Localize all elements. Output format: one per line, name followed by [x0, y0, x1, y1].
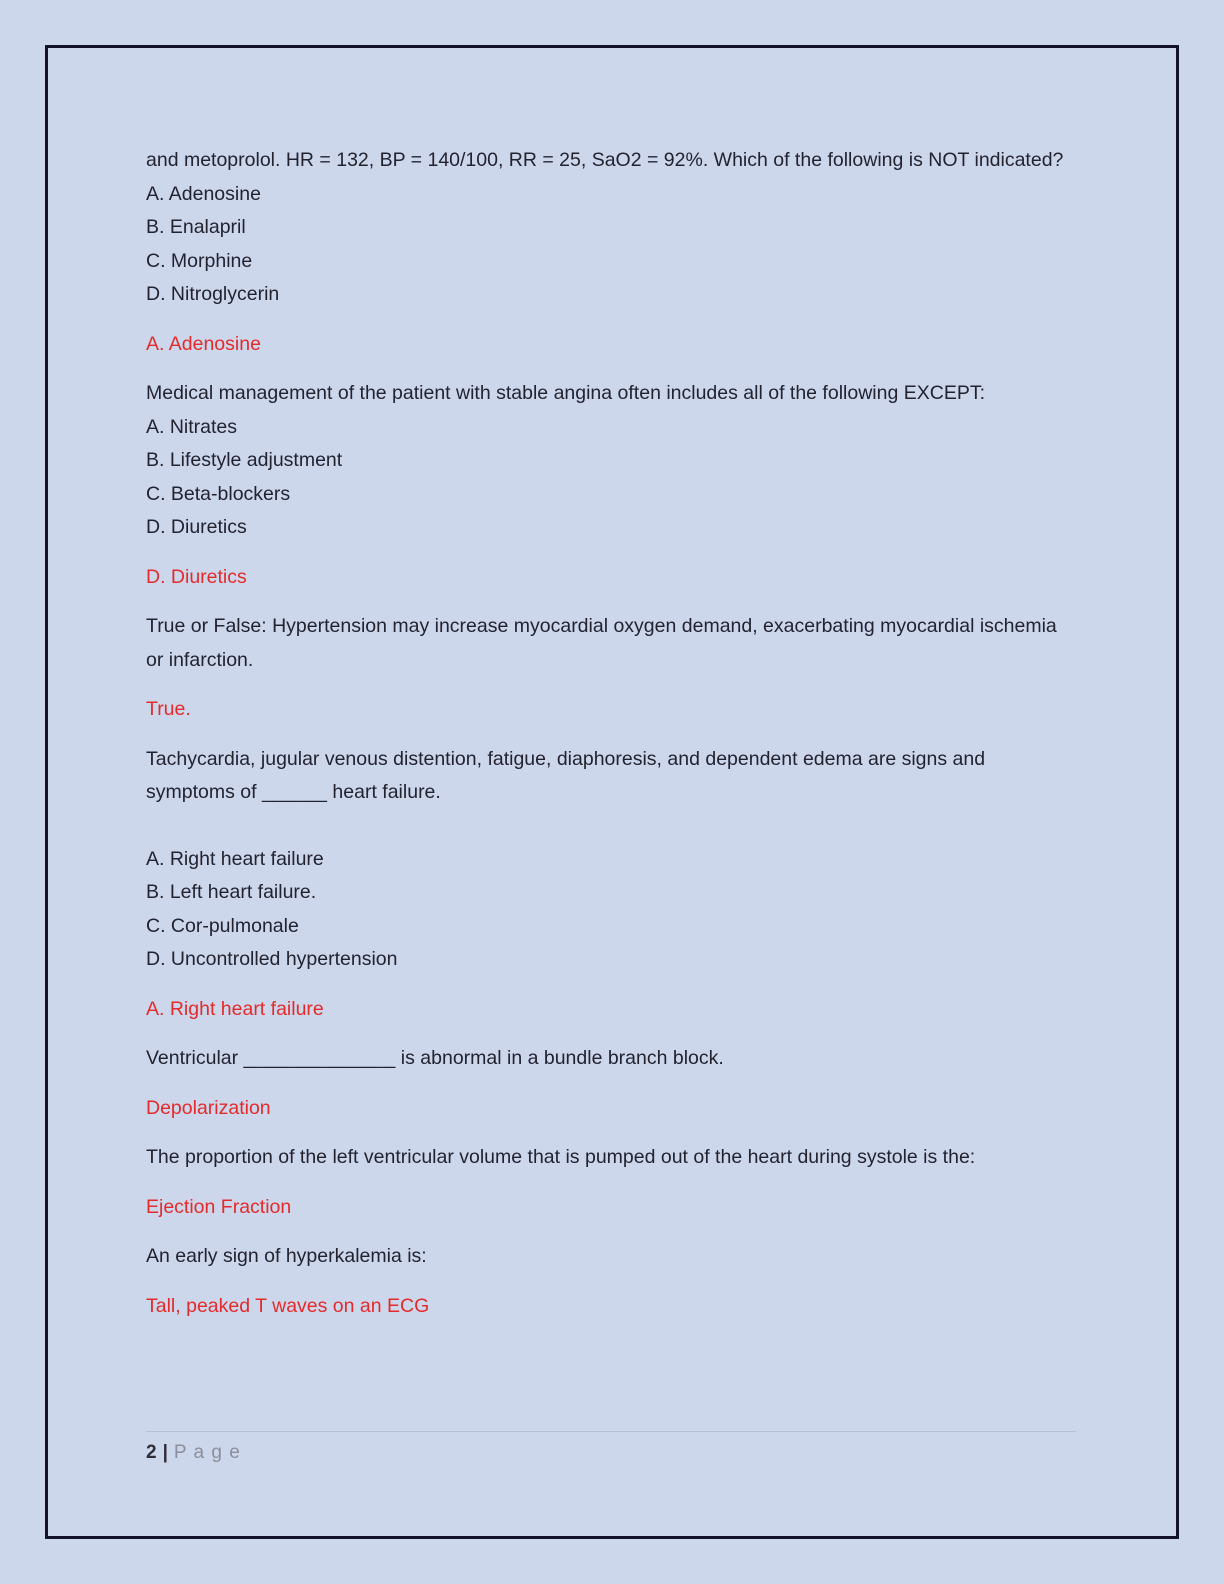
option: B. Left heart failure.	[146, 881, 317, 903]
qa-block-2	[146, 377, 1076, 594]
option: B. Enalapril	[146, 216, 246, 238]
footer-divider: |	[162, 1442, 168, 1463]
qa-block-3	[146, 610, 1076, 727]
document-content	[48, 48, 1176, 1339]
question-text: An early sign of hyperkalemia is:	[146, 1245, 427, 1267]
footer-label: P a g e	[173, 1442, 241, 1463]
question-text: Tachycardia, jugular venous distention, fatigue, diaphoresis, and dependent edema are signs and symptoms of ______ heart failure.	[146, 747, 986, 803]
answer-text: Ejection Fraction	[146, 1195, 292, 1218]
answer-text: A. Right heart failure	[146, 997, 324, 1020]
page-footer	[146, 1431, 1076, 1465]
question-text: and metoprolol. HR = 132, BP = 140/100, RR = 25, SaO2 = 92%. Which of the following is NOT indicated?	[146, 149, 1064, 171]
options-list	[146, 178, 1076, 312]
option: B. Lifestyle adjustment	[146, 449, 343, 471]
qa-block-5	[146, 1042, 1076, 1125]
answer-text: A. Adenosine	[146, 332, 261, 355]
qa-block-7	[146, 1240, 1076, 1323]
question-text: The proportion of the left ventricular volume that is pumped out of the heart during systole is the:	[146, 1146, 976, 1168]
answer-text: True.	[146, 698, 191, 720]
options-list	[146, 411, 1076, 545]
qa-block-6	[146, 1141, 1076, 1224]
page-number: 2	[146, 1442, 157, 1463]
qa-block-1	[146, 144, 1076, 361]
option: A. Adenosine	[146, 182, 261, 205]
blank-line	[146, 810, 1076, 843]
qa-block-4	[146, 743, 1076, 1027]
option: C. Beta-blockers	[146, 482, 291, 505]
option: D. Uncontrolled hypertension	[146, 948, 398, 970]
answer-text: Depolarization	[146, 1096, 271, 1119]
page-frame	[45, 45, 1179, 1539]
answer-text: D. Diuretics	[146, 565, 247, 588]
option: A. Nitrates	[146, 415, 238, 438]
option: A. Right heart failure	[146, 847, 324, 870]
question-text: True or False: Hypertension may increase myocardial oxygen demand, exacerbating myocardial ischemia or infarction.	[146, 615, 1057, 671]
options-list	[146, 843, 1076, 977]
question-text: Medical management of the patient with stable angina often includes all of the following EXCEPT:	[146, 382, 985, 404]
option: D. Diuretics	[146, 516, 247, 538]
option: C. Cor-pulmonale	[146, 914, 299, 937]
question-text: Ventricular ______________ is abnormal in a bundle branch block.	[146, 1047, 724, 1069]
option: D. Nitroglycerin	[146, 283, 280, 305]
answer-text: Tall, peaked T waves on an ECG	[146, 1294, 430, 1317]
option: C. Morphine	[146, 249, 253, 272]
